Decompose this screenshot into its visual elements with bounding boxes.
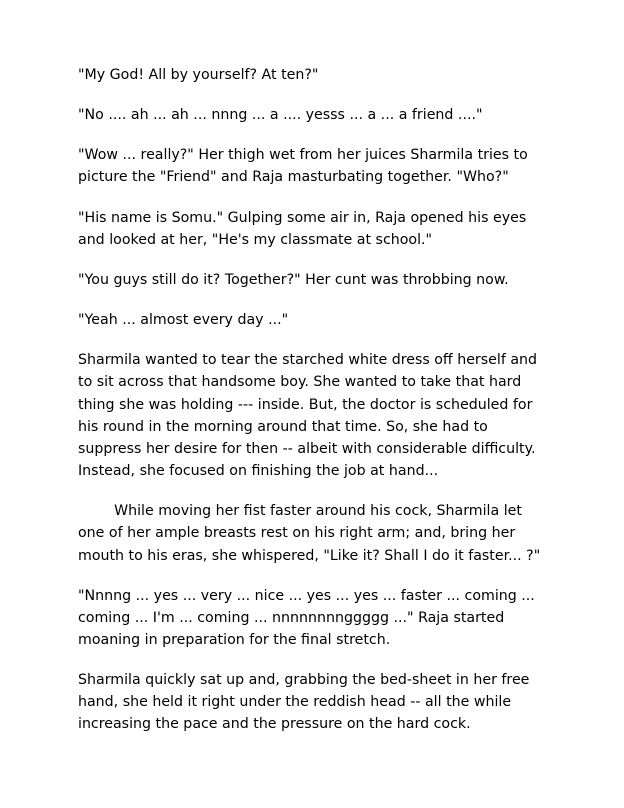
- paragraph: Sharmila quickly sat up and, grabbing the bed-sheet in her free hand, she held it right under the reddish head -- all the while increasing the pace and the pressure on the hard cock.: [78, 672, 534, 733]
- paragraph: "His name is Somu." Gulping some air in, Raja opened his eyes and looked at her, "He's my classmate at school.": [78, 209, 531, 248]
- document-text-body: [78, 64, 546, 736]
- paragraph: Sharmila wanted to tear the starched white dress off herself and to sit across that handsome boy. She wanted to take that hard thing she was holding --- inside. But, the doctor is scheduled for his round in the morning around that time. So, she had to suppress her desire for then -- albeit with considerable difficulty. Instead, she focused on finishing the job at hand...: [78, 352, 542, 480]
- paragraph: "Nnnng ... yes ... very ... nice ... yes ... yes ... faster ... coming ... coming ... I'm ... coming ... nnnnnnnnggggg ..." Raja started moaning in preparation for the final stretch.: [78, 587, 540, 648]
- paragraph: While moving her fist faster around his cock, Sharmila let one of her ample breasts rest on his right arm; and, bring her mouth to his eras, she whispered, "Like it? Shall I do it faster... ?": [78, 503, 541, 564]
- paragraph: "Wow ... really?" Her thigh wet from her juices Sharmila tries to picture the "Friend" and Raja masturbating together. "Who?": [78, 147, 533, 186]
- paragraph: "No .... ah ... ah ... nnng ... a .... yesss ... a ... a friend ....": [78, 107, 483, 124]
- paragraph: "Yeah ... almost every day ...": [78, 312, 289, 329]
- paragraph: "My God! All by yourself? At ten?": [78, 67, 319, 83]
- paragraph: "You guys still do it? Together?" Her cunt was throbbing now.: [78, 271, 509, 288]
